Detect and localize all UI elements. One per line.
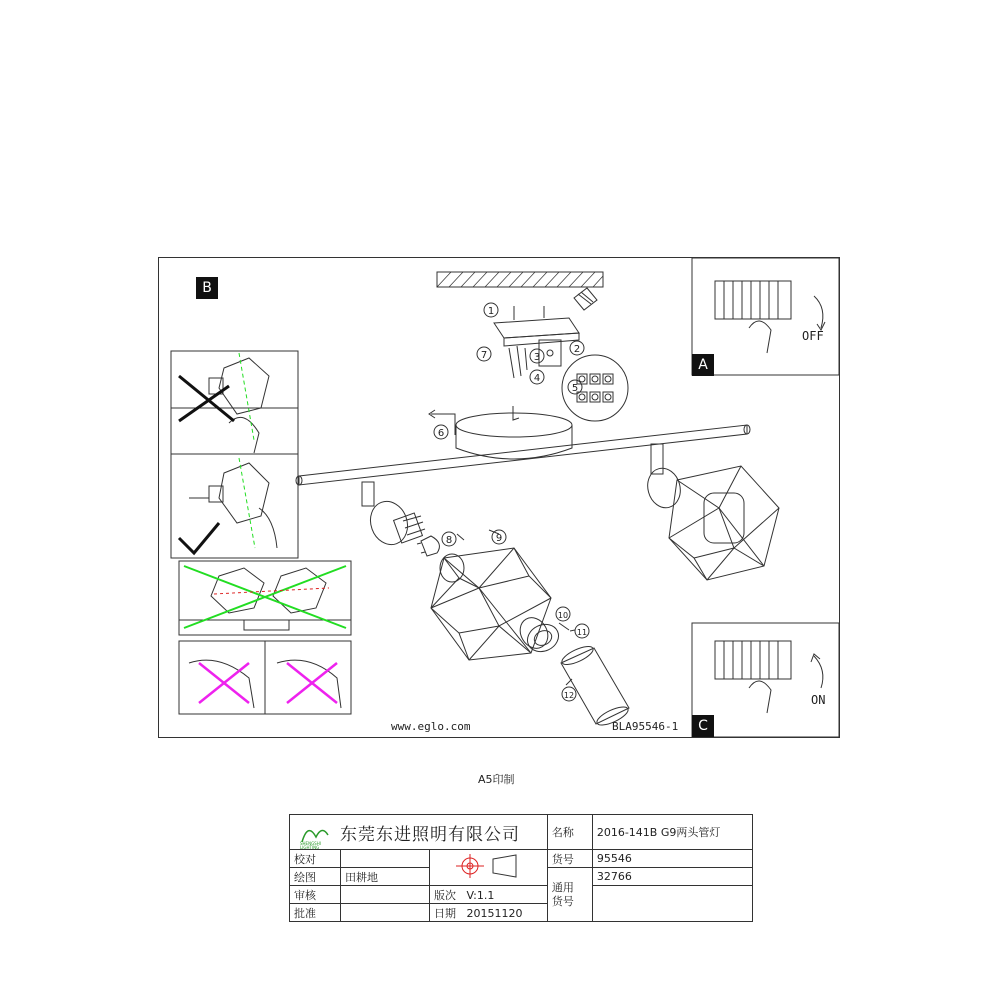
callout-7 (477, 347, 491, 361)
spot-bar (296, 425, 750, 485)
version-label: 版次 (434, 888, 456, 902)
date-cell (430, 904, 548, 922)
general-no-label-line-2: 货号 (551, 894, 574, 908)
callout-3 (530, 349, 544, 363)
company-logo (294, 817, 336, 850)
callout-11 (575, 624, 589, 638)
callout-1 (484, 303, 498, 317)
glass-tube (560, 643, 631, 729)
print-format-note: A5印制 (478, 773, 515, 786)
row-label-draw: 绘图 (290, 868, 341, 886)
off-label: OFF (802, 329, 824, 343)
hint-panel-correct-grip (171, 454, 298, 558)
breaker-on-panel (692, 623, 839, 737)
supply-wires (509, 346, 527, 378)
hint-panel-wrong-grip (171, 351, 298, 454)
left-lamp-holder (362, 482, 425, 550)
row-label-approve: 批准 (290, 904, 341, 922)
svg-text:7: 7 (480, 350, 488, 361)
svg-text:1: 1 (487, 306, 495, 317)
name-label: 名称 (547, 815, 592, 850)
hint-panel-no-aim (179, 561, 351, 635)
projection-symbol (448, 851, 528, 881)
callout-12 (562, 687, 576, 701)
svg-text:2: 2 (573, 344, 581, 355)
row-value-draw: 田耕地 (341, 868, 430, 886)
assembly-diagram (159, 258, 839, 737)
general-no-label-line-1: 通用 (551, 880, 574, 894)
general-no-value: 32766 (592, 868, 752, 886)
svg-text:10: 10 (557, 611, 569, 620)
direction-arrows (429, 410, 575, 685)
left-cage-shade (431, 548, 553, 660)
version-value: V:1.1 (466, 888, 495, 902)
svg-text:6: 6 (437, 428, 445, 439)
svg-text:5: 5 (571, 383, 579, 394)
svg-text:11: 11 (576, 628, 588, 637)
assembly-diagram-frame (158, 257, 840, 738)
callout-8 (442, 532, 456, 546)
panel-c-label: C (692, 715, 714, 737)
callout-4 (530, 370, 544, 384)
svg-text:SHENGSHI: SHENGSHI (300, 841, 321, 846)
item-no-value: 95546 (592, 850, 752, 868)
row-value-review (341, 886, 430, 904)
version-cell (430, 886, 548, 904)
panel-a-label: A (692, 354, 714, 376)
row-value-check (341, 850, 430, 868)
row-value-approve (341, 904, 430, 922)
projection-symbol-cell (430, 850, 548, 886)
panel-b-label: B (196, 277, 218, 299)
svg-text:LIGHTING: LIGHTING (300, 845, 320, 850)
row-label-check: 校对 (290, 850, 341, 868)
right-lamp-holder (643, 444, 684, 511)
item-no-label: 货号 (547, 850, 592, 868)
name-value: 2016-141B G9两头管灯 (592, 815, 752, 850)
callout-2 (570, 341, 584, 355)
website-url: www.eglo.com (391, 720, 471, 733)
svg-text:9: 9 (495, 533, 503, 544)
g9-bulb (417, 536, 439, 556)
drawing-code: BLA95546-1 (612, 720, 679, 733)
svg-text:12: 12 (563, 691, 575, 700)
company-name: 东莞东进照明有限公司 (340, 824, 520, 845)
wall-plug (574, 288, 597, 310)
breaker-off-panel (692, 258, 839, 375)
svg-text:3: 3 (533, 352, 541, 363)
general-no-blank (592, 886, 752, 922)
title-block (289, 814, 753, 922)
callout-9 (492, 530, 506, 544)
company-cell (290, 815, 548, 850)
hint-panel-no-touch (179, 641, 351, 714)
right-cage-shade (669, 466, 779, 580)
date-label: 日期 (434, 906, 456, 920)
svg-text:4: 4 (533, 373, 541, 384)
svg-text:8: 8 (445, 535, 453, 546)
callout-10 (556, 607, 570, 621)
callout-6 (434, 425, 448, 439)
general-no-label (547, 868, 592, 922)
on-label: ON (811, 693, 826, 707)
callout-5 (568, 380, 582, 394)
date-value: 20151120 (466, 906, 523, 920)
ceiling-hatch (437, 272, 603, 287)
row-label-review: 审核 (290, 886, 341, 904)
